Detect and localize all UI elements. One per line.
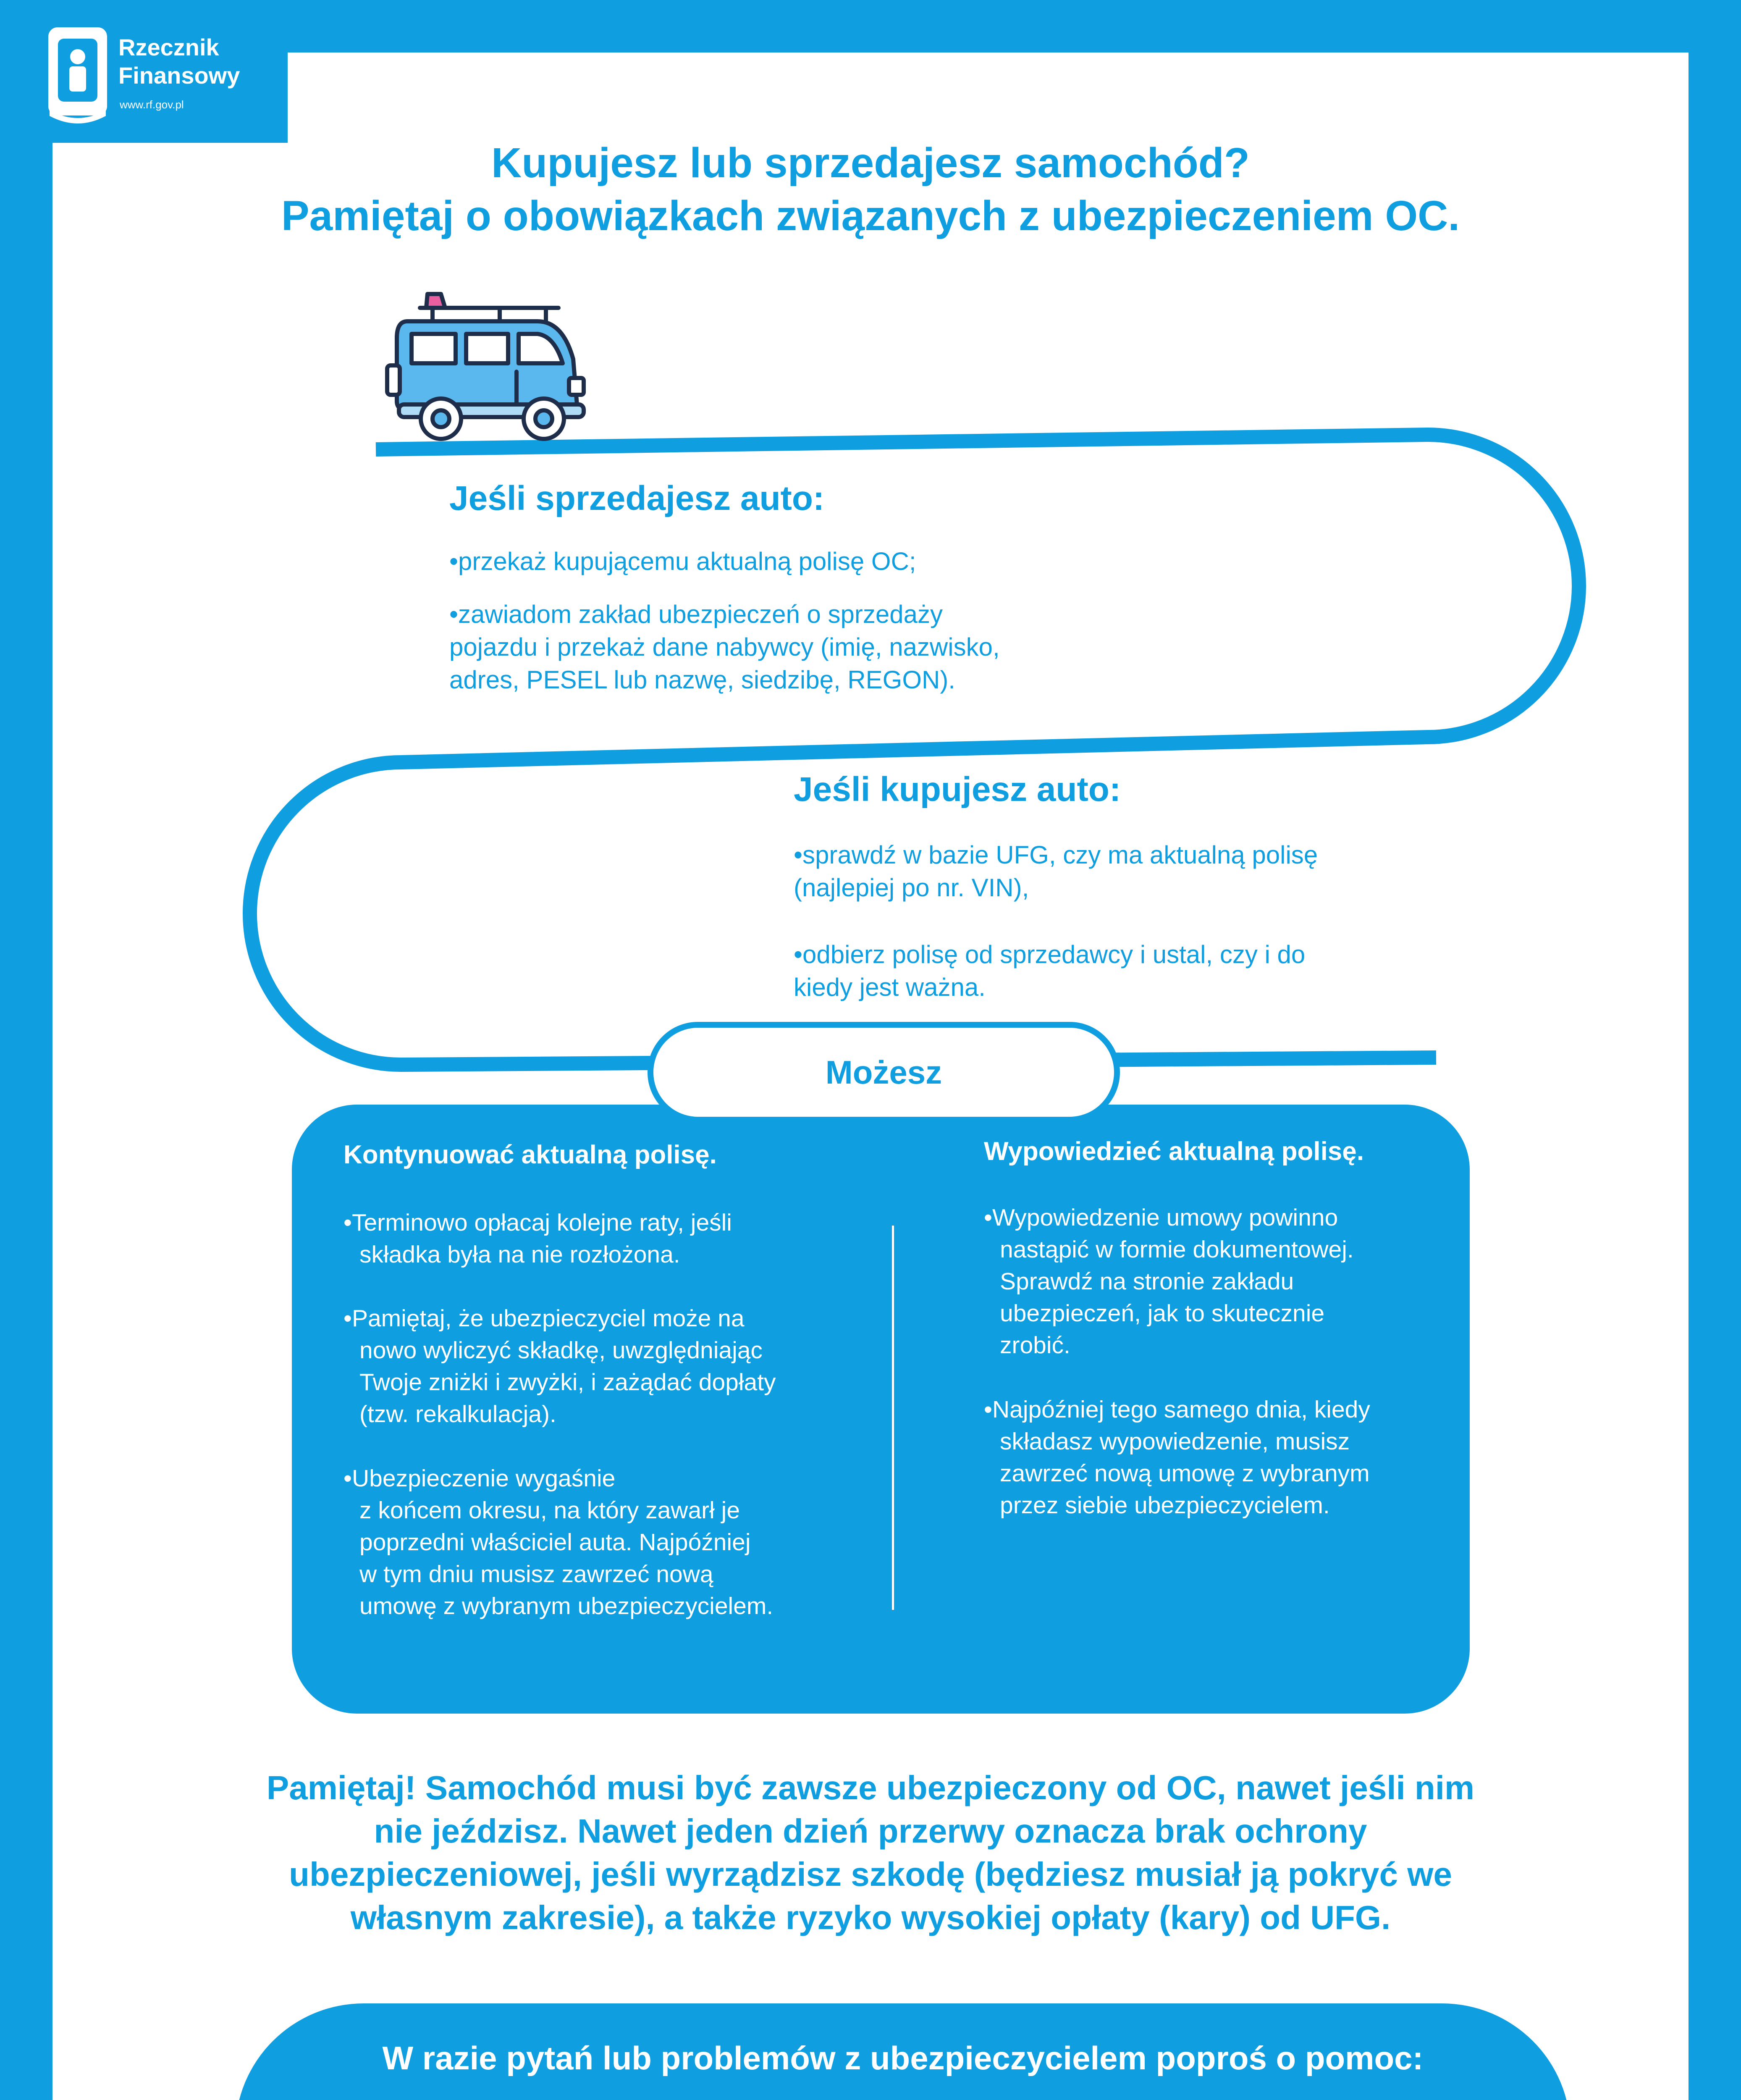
option-continue-bullet-3: [343, 1462, 773, 1622]
buying-item-2-line: kiedy jest ważna.: [794, 973, 986, 1001]
bullet-line: Sprawdź na stronie zakładu: [1000, 1268, 1294, 1295]
selling-item-1: •przekaż kupującemu aktualną polisę OC;: [449, 547, 916, 575]
reminder-text: [0, 1766, 1741, 1939]
bullet-line: nowo wyliczyć składkę, uwzględniając: [359, 1337, 763, 1364]
bullet-line: •Terminowo opłacaj kolejne raty, jeśli: [343, 1209, 732, 1236]
option-continue-heading: Kontynuować aktualną polisę.: [343, 1140, 717, 1169]
bullet-line: •Ubezpieczenie wygaśnie: [343, 1465, 616, 1492]
option-continue-bullet-2: [343, 1302, 776, 1430]
bullet-line: •Pamiętaj, że ubezpieczyciel może na: [343, 1305, 745, 1332]
bullet-line: z końcem okresu, na który zawarł je: [359, 1497, 740, 1524]
bullet-line: •Wypowiedzenie umowy powinno: [984, 1204, 1338, 1231]
selling-heading: Jeśli sprzedajesz auto:: [449, 479, 825, 517]
options-divider: [892, 1226, 894, 1610]
bullet-line: nastąpić w formie dokumentowej.: [1000, 1236, 1354, 1263]
options-label: Możesz: [648, 1022, 1120, 1123]
bullet-line: umowę z wybranym ubezpieczycielem.: [359, 1593, 773, 1620]
reminder-line: własnym zakresie), a także ryzyko wysokiej opłaty (kary) od UFG.: [350, 1899, 1391, 1936]
van-icon: [378, 288, 621, 447]
buying-item-1-line: •sprawdź w bazie UFG, czy ma aktualną polisę: [794, 841, 1318, 869]
bullet-line: w tym dniu musisz zawrzeć nową: [359, 1561, 713, 1588]
bullet-line: zawrzeć nową umowę z wybranym: [1000, 1460, 1370, 1487]
buying-item-1: [794, 839, 1318, 904]
bullet-line: poprzedni właściciel auta. Najpóźniej: [359, 1529, 751, 1556]
buying-item-1-line: (najlepiej po nr. VIN),: [794, 874, 1029, 902]
option-terminate-heading: Wypowiedzieć aktualną polisę.: [984, 1137, 1364, 1166]
bullet-line: składasz wypowiedzenie, musisz: [1000, 1428, 1350, 1455]
bullet-line: składka była na nie rozłożona.: [359, 1241, 680, 1268]
buying-item-2: [794, 938, 1305, 1004]
help-heading: W razie pytań lub problemów z ubezpieczycielem poproś o pomoc:: [382, 2040, 1424, 2076]
option-terminate-bullet-2: [984, 1394, 1370, 1521]
logo-name-line1: Rzecznik: [118, 34, 219, 60]
selling-item-2-line: pojazdu i przekaż dane nabywcy (imię, nazwisko,: [449, 633, 1000, 661]
reminder-line: nie jeździsz. Nawet jeden dzień przerwy oznacza brak ochrony: [374, 1812, 1367, 1850]
buying-heading: Jeśli kupujesz auto:: [794, 770, 1121, 808]
reminder-line: Pamiętaj! Samochód musi być zawsze ubezpieczony od OC, nawet jeśli nim: [266, 1769, 1475, 1806]
title-line2: Pamiętaj o obowiązkach związanych z ubezpieczeniem OC.: [281, 192, 1460, 239]
selling-item-2-line: adres, PESEL lub nazwę, siedzibę, REGON).: [449, 666, 955, 694]
option-terminate-bullet-1: [984, 1202, 1354, 1361]
bullet-line: (tzw. rekalkulacja).: [359, 1401, 556, 1428]
bullet-line: •Najpóźniej tego samego dnia, kiedy: [984, 1396, 1370, 1423]
bullet-line: zrobić.: [1000, 1332, 1070, 1359]
selling-item-2-line: •zawiadom zakład ubezpieczeń o sprzedaży: [449, 600, 943, 628]
logo-url[interactable]: www.rf.gov.pl: [120, 98, 184, 111]
bullet-line: Twoje zniżki i zwyżki, i zażądać dopłaty: [359, 1369, 776, 1396]
option-continue-bullet-1: [343, 1207, 732, 1270]
logo-name-line2: Finansowy: [118, 62, 240, 89]
selling-item-2: [449, 598, 1000, 696]
reminder-line: ubezpieczeniowej, jeśli wyrządzisz szkodę (będziesz musiał ją pokryć we: [289, 1856, 1452, 1893]
bullet-line: ubezpieczeń, jak to skutecznie: [1000, 1300, 1325, 1327]
buying-item-2-line: •odbierz polisę od sprzedawcy i ustal, czy i do: [794, 940, 1306, 969]
bullet-line: przez siebie ubezpieczycielem.: [1000, 1492, 1330, 1519]
title-line1: Kupujesz lub sprzedajesz samochód?: [491, 139, 1250, 186]
